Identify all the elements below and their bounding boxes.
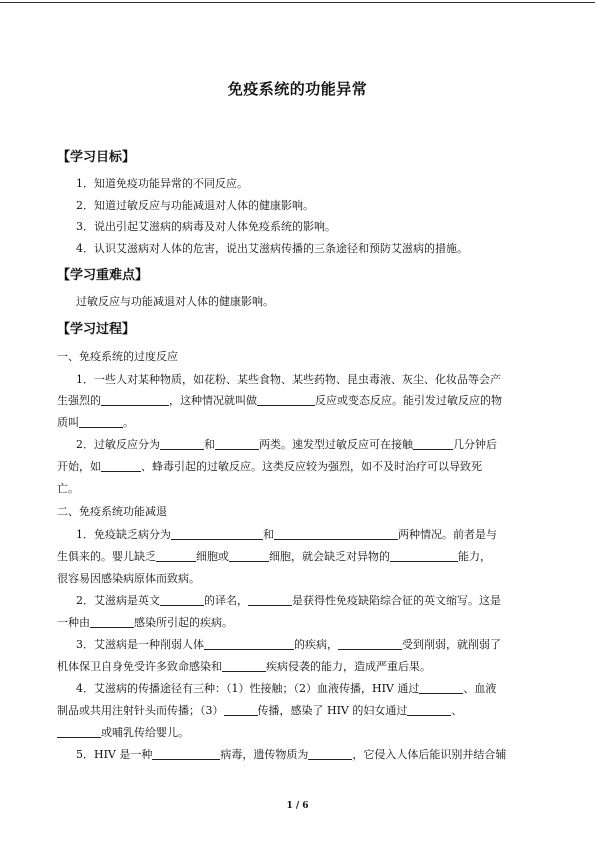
question-2: 亡。 [57, 482, 79, 495]
question-4: 一种由 感染所引起的疾病。 [57, 616, 233, 629]
objective-item: 1．知道免疫功能异常的不同反应。 [76, 177, 248, 190]
key-points-text: 过敏反应与功能减退对人体的健康影响。 [76, 295, 274, 308]
fill-blank[interactable] [274, 528, 398, 540]
section-title: 二、免疫系统功能减退 [57, 505, 167, 518]
fill-blank[interactable] [160, 438, 204, 450]
page-title: 免疫系统的功能异常 [227, 80, 368, 98]
fill-blank[interactable] [413, 438, 453, 450]
fill-blank[interactable] [160, 594, 204, 606]
objective-item: 4．认识艾滋病对人体的危害，说出艾滋病传播的三条途径和预防艾滋病的措施。 [76, 242, 468, 255]
fill-blank[interactable] [338, 638, 402, 650]
page-number: 1 / 6 [286, 801, 309, 811]
fill-blank[interactable] [308, 748, 352, 760]
objective-item: 2．知道过敏反应与功能减退对人体的健康影响。 [76, 199, 314, 212]
question-2: 2．过敏反应分为 和 两类。速发型过敏反应可在接触 几分钟后 [76, 438, 497, 451]
process-heading: 【学习过程】 [57, 322, 136, 337]
question-7: 5．HIV 是一种 病毒，遗传物质为 ，它侵入人体后能识别并结合辅 [76, 748, 507, 761]
question-1: 生强烈的 ，这种情况就叫做 反应或变态反应。能引发过敏反应的物 [57, 394, 502, 407]
fill-blank[interactable] [171, 528, 263, 540]
fill-blank[interactable] [79, 416, 123, 428]
fill-blank[interactable] [222, 660, 266, 672]
question-4: 2．艾滋病是英文 的译名， 是获得性免疫缺陷综合征的英文缩写。这是 [76, 594, 501, 607]
objectives-heading: 【学习目标】 [57, 150, 136, 165]
question-5: 机体保卫自身免受许多致命感染和 疾病侵袭的能力，造成严重后果。 [57, 660, 431, 673]
page-top-rule [0, 2, 595, 3]
question-3: 很容易因感染病原体而致病。 [57, 572, 200, 585]
fill-blank[interactable] [57, 726, 101, 738]
key-points-heading: 【学习重难点】 [57, 268, 149, 283]
fill-blank[interactable] [101, 460, 141, 472]
question-6: 4．艾滋病的传播途径有三种：（1）性接触；（2）血液传播，HIV 通过 、血液 [76, 682, 497, 695]
fill-blank[interactable] [156, 550, 196, 562]
fill-blank[interactable] [204, 638, 294, 650]
question-1: 1．一些人对某种物质，如花粉、某些食物、某些药物、昆虫毒液、灰尘、化妆品等会产 [76, 373, 501, 386]
question-3: 生俱来的。婴儿缺乏 细胞或 细胞，就会缺乏对异物的 能力， [57, 550, 491, 563]
fill-blank[interactable] [248, 594, 292, 606]
fill-blank[interactable] [419, 682, 463, 694]
question-2: 开始，如 、蜂毒引起的过敏反应。这类反应较为强烈，如不及时治疗可以导致死 [57, 460, 482, 473]
question-6: 或哺乳传给婴儿。 [57, 726, 189, 740]
fill-blank[interactable] [390, 550, 458, 562]
fill-blank[interactable] [101, 394, 169, 406]
fill-blank[interactable] [152, 748, 220, 760]
fill-blank[interactable] [407, 704, 451, 716]
fill-blank[interactable] [215, 438, 259, 450]
fill-blank[interactable] [224, 704, 258, 716]
section-title: 一、免疫系统的过度反应 [57, 350, 178, 363]
question-1: 质叫 。 [57, 416, 134, 429]
question-6: 制品或共用注射针头而传播；（3） 传播，感染了 HIV 的妇女通过 、 [57, 704, 463, 717]
objective-item: 3．说出引起艾滋病的病毒及对人体免疫系统的影响。 [76, 220, 336, 233]
fill-blank[interactable] [257, 394, 315, 406]
fill-blank[interactable] [90, 616, 134, 628]
question-5: 3．艾滋病是一种削弱人体 的疾病， 受到削弱，就削弱了 [76, 638, 501, 651]
fill-blank[interactable] [229, 550, 269, 562]
question-3: 1．免疫缺乏病分为 和 两种情况。前者是与 [76, 528, 497, 541]
